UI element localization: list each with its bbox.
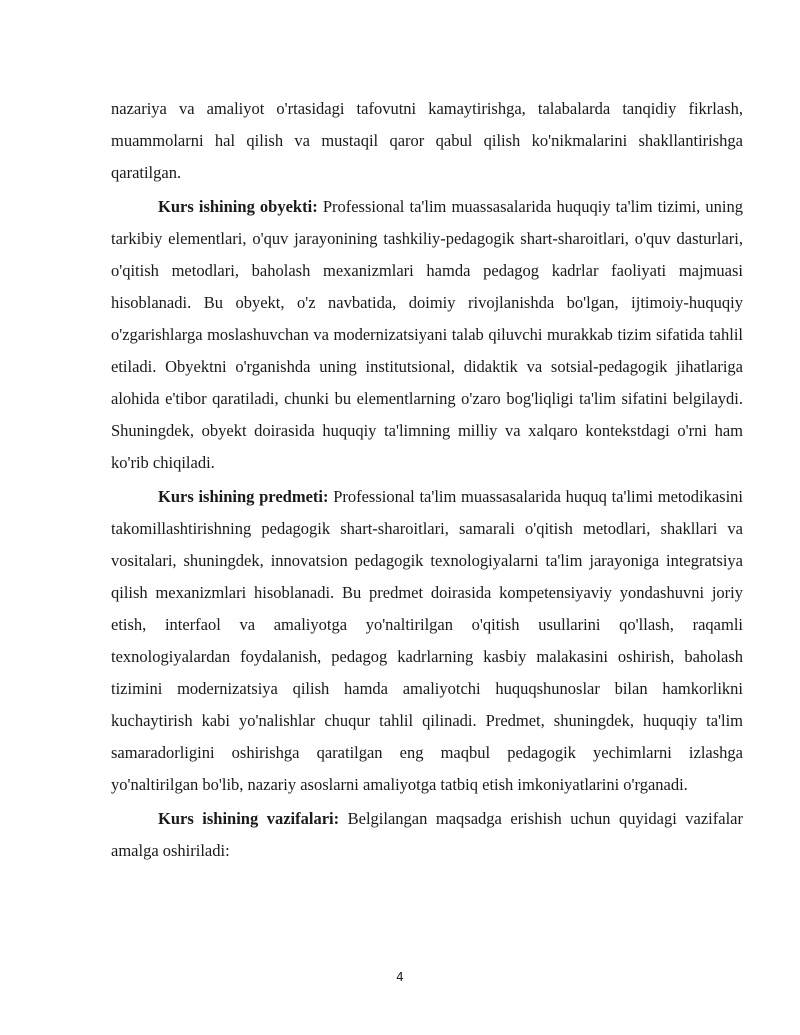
tasks-paragraph [111,803,743,867]
tasks-heading: Kurs ishining vazifalari: [158,809,340,828]
object-text: Professional ta'lim muassasalarida huquqiy ta'lim tizimi, uning tarkibiy elementlari, o'quv jarayonining tashkiliy-pedagogik shart-sharoitlari, o'quv dasturlari, o'qitish metodlari, baholash mexanizmlari hamda pedagog kadrlar faoliyati majmuasi hisoblanadi. Bu obyekt, o'z navbatida, doimiy rivojlanishda bo'lgan, ijtimoiy-huquqiy o'zgarishlarga moslashuvchan va modernizatsiyani talab qiluvchi murakkab tizim sifatida tahlil etiladi. Obyektni o'rganishda uning institutsional, didaktik va sotsial-pedagogik jihatlariga alohida e'tibor qaratiladi, chunki bu elementlarning o'zaro bog'liqligi ta'lim sifatini belgilaydi. Shuningdek, obyekt doirasida huquqiy ta'limning milliy va xalqaro kontekstdagi o'rni ham ko'rib chiqiladi. [111,197,743,472]
subject-heading: Kurs ishining predmeti: [158,487,329,506]
object-paragraph [111,191,743,479]
tasks-text: Belgilangan maqsadga erishish uchun quyidagi vazifalar amalga oshiriladi: [111,809,743,860]
continuation-paragraph: nazariya va amaliyot o'rtasidagi tafovutni kamaytirishga, talabalarda tanqidiy fikrlash, muammolarni hal qilish va mustaqil qaror qabul qilish ko'nikmalarini shakllantirishga qaratilgan. [111,99,743,182]
page-number: 4 [396,970,404,984]
object-heading: Kurs ishining obyekti: [158,197,318,216]
subject-paragraph [111,481,743,801]
page-body [111,93,743,869]
subject-text: Professional ta'lim muassasalarida huquq ta'limi metodikasini takomillashtirishning pedagogik shart-sharoitlari, samarali o'qitish metodlari, shakllari va vositalari, shuningdek, innovatsion pedagogik texnologiyalarni ta'lim jarayoniga integratsiya qilish mexanizmlari hisoblanadi. Bu predmet doirasida kompetensiyaviy yondashuvni joriy etish, interfaol va amaliyotga yo'naltirilgan o'qitish usullarini qo'llash, raqamli texnologiyalardan foydalanish, pedagog kadrlarning kasbiy malakasini oshirish, baholash tizimini modernizatsiya qilish hamda amaliyotchi huquqshunoslar bilan hamkorlikni kuchaytirish kabi yo'nalishlar chuqur tahlil qilinadi. Predmet, shuningdek, huquqiy ta'lim samaradorligini oshirishga qaratilgan eng maqbul pedagogik yechimlarni izlashga yo'naltirilgan bo'lib, nazariy asoslarni amaliyotga tatbiq etish imkoniyatlarini o'rganadi. [111,487,744,794]
